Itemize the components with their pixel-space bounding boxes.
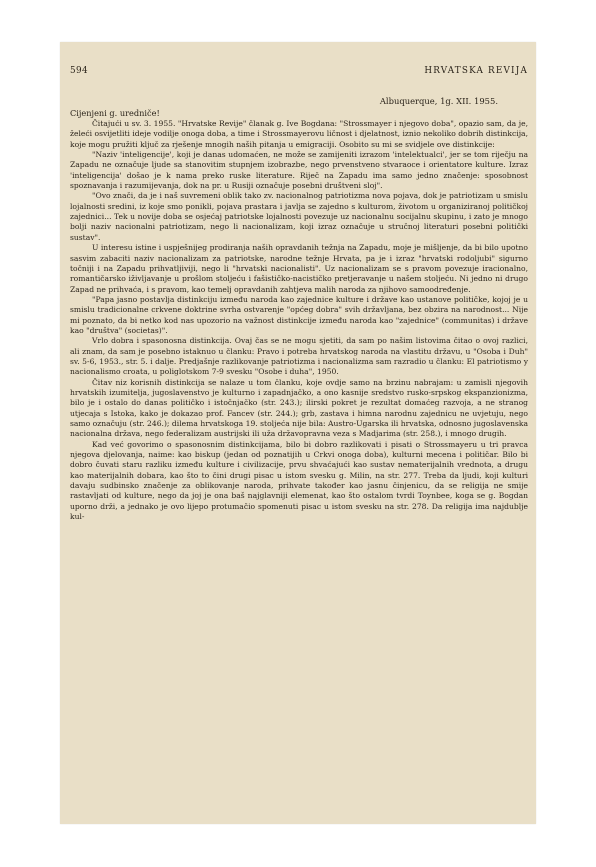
page-number: 594 bbox=[70, 66, 88, 76]
letter-dateline: Albuquerque, 1g. XII. 1955. bbox=[379, 96, 498, 107]
running-header bbox=[70, 66, 528, 76]
paragraph-8: Kad već govorimo o spasonosnim distinkcijama, bilo bi dobro razlikovati i pisati o Strossmayeru u tri pravca njegova djelovanja, naime: kao biskup (jedan od poznatijih u Crkvi onoga doba), kulturni mecena i političar. Bilo bi dobro čuvati staru razliku između kulture i civilizacije, prvu shvaćajući kao sustav nematerijalnih vrednota, a drugu kao materijalnih dobara, kao što to čini drugi pisac u istom svesku g. Milin, na str. 277. Treba da ljudi, koji kulturi davaju sudbinsko značenje za oblikovanje naroda, prihvate također kao jasnu činjenicu, da se religija ne smije rastavljati od kulture, nego da joj je ona baš najglavniji elemenat, kao što ostalom tvrdi Toynbee, koga se g. Bogdan uporno drži, a jednako je ovo lijepo protumačio spomenuti pisac u istom svesku na str. 278. Da religija ima najdublje kul- bbox=[70, 439, 528, 522]
scanned-page bbox=[60, 42, 536, 824]
quote-paragraph-1: "Naziv 'inteligencije', koji je danas udomaćen, ne može se zamijeniti izrazom 'intelektualci', jer se tom riječju na Zapadu ne označuje ljude sa stanovitim stupnjem izobrazbe, nego prvenstveno stvaraoce i orientatore kulture. Izraz 'inteligencija' došao je k nama preko ruske literature. Riječ na Zapadu ima samo jedno značenje: sposobnost spoznavanja i razumijevanja, dok na pr. u Rusiji označuje posebni društveni sloj". bbox=[70, 150, 528, 191]
quote-paragraph-3: "Papa jasno postavlja distinkciju između naroda kao zajednice kulture i države kao ustanove političke, kojoj je u smislu tradicionalne crkvene doktrine svrha ostvarenje "općeg dobra" svih državljana, bez obzira na narodnost... Nije mi poznato, da bi netko kod nas upozorio na važnost distinkcije između naroda kao "zajednice" (communitas) i države kao "društva" (societas)". bbox=[70, 294, 528, 335]
page-content bbox=[70, 66, 528, 522]
paragraph-1: Čitajući u sv. 3. 1955. "Hrvatske Revije" članak g. Ive Bogdana: "Strossmayer i njegovo doba", opazio sam, da je, želeći osvijetliti ideje vodilje onoga doba, a time i Strossmayerovu ličnost i djelatnost, iznio nekoliko dobrih distinkcija, koje mogu pružiti ključ za rješenje mnogih naših pitanja u emigraciji. Osobito su mi se svidjele ove distinkcije: bbox=[70, 119, 528, 149]
paragraph-4: U interesu istine i uspješnijeg prodiranja naših opravdanih težnja na Zapadu, moje je mišljenje, da bi bilo upotno sasvim zabaciti naziv nacionalizam za patriotske, narodne težnje Hrvata, pa je i izraz "hrvatski rodoljubi" sigurno točniji i na Zapadu prihvatljiviji, nego li "hrvatski nacionalisti". Uz nacionalizam se s pravom povezuje iracionalno, romantičarsko iživljavanje u prošlom stoljeću i fašističko-nacističko pretjeravanje u našem stoljeću. Ni jedno ni drugo Zapad ne prihvaća, i s pravom, kao temelj opravdanih zahtjeva malih naroda za njihovo samoodređenje. bbox=[70, 243, 528, 294]
paragraph-6: Vrlo dobra i spasonosna distinkcija. Ovaj čas se ne mogu sjetiti, da sam po našim listovima čitao o ovoj razlici, ali znam, da sam je posebno istaknuo u članku: Pravo i potreba hrvatskog naroda na vlastitu državu, u "Osoba i Duh" sv. 5-6, 1953., str. 5. i dalje. Predjašnje razlikovanje patriotizma i nacionalizma sam razradio u članku: El patriotismo y nacionalismo croata, u poliglotskom 7-9 svesku "Osobe i duha", 1950. bbox=[70, 336, 528, 377]
quote-paragraph-2: "Ovo znači, da je i naš suvremeni oblik tako zv. nacionalnog patriotizma nova pojava, dok je patriotizam u smislu lojalnosti sredini, iz koje smo ponikli, pojava prastara i javlja se zajedno s kulturom, životom u organiziranoj političkoj zajednici... Tek u novije doba se osjećaj patriotske lojalnosti povezuje uz nacionalnu socijalnu skupinu, i zato je mnogo bolji naziv nacionalni patriotizam, nego li nacionalizam, koji izraz označuje u stručnoj literaturi posebni politički sustav". bbox=[70, 191, 528, 242]
journal-title: HRVATSKA REVIJA bbox=[424, 66, 528, 76]
letter-salutation: Cijenjeni g. uredniče! bbox=[70, 107, 160, 118]
paragraph-7: Čitav niz korisnih distinkcija se nalaze u tom članku, koje ovdje samo na brzinu nabrajam: u zamisli njegovih hrvatskih izumitelja, jugoslavenstvo je kulturno i zapadnjačko, a ono kasnije sredstvo rusko-srpskog ekspanzionizma, bilo je i ostalo do danas političko i istočnjačko (str. 243.); ilirski pokret je rezultat domaćeg razvoja, a ne stranog utjecaja s Istoka, kako je dokazao prof. Fancev (str. 244.); grb, zastava i himna narodnu zajednicu ne uvjetuju, nego samo označuju (str. 246.); dilema hrvatskoga 19. stoljeća nije bila: Austro-Ugarska ili hrvatska, odnosno jugoslavenska nacionalna država, nego federalizam austrijski ili uža državopravna veza s Madjarima (str. 258.), i mnogo drugih. bbox=[70, 377, 528, 439]
